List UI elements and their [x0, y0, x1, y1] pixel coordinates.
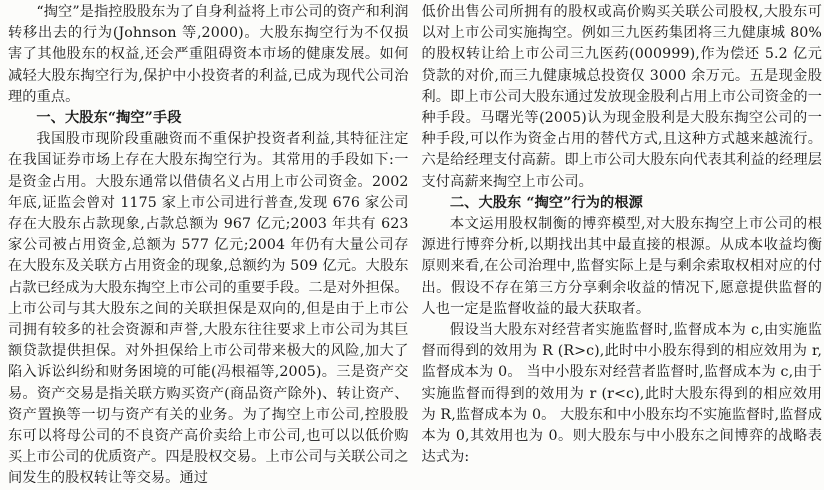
paragraph: 我国股市现阶段重融资而不重保护投资者利益,其特征注定在我国证券市场上存在大股东掏空行为。其常用的手段如下:一是资金占用。大股东通常以借债名义占用上市公司资金。2002 年底,证监会曾对 1175 家上市公司进行普查,发现 676 家公司存在大股东占款现象,占款总额为 967 亿元;2003 年共有 623 家公司被占用资金,总额为 577 亿元;2004 年仍有大量公司存在大股东及关联方占用资金的现象,总额约为 509 亿元。大股东占款已经成为大股东掏空上市公司的重要手段。二是对外担保。上市公司与其大股东之间的关联担保是双向的,但是由于上市公司拥有较多的社会资源和声誉,大股东往往要求上市公司为其巨额贷款提供担保。对外担保给上市公司带来极大的风险,加大了陷入诉讼纠纷和财务困境的可能(冯根福等,2005)。三是资产交易。资产交易是指关联方购买资产(商品资产除外)、转让资产、资产置换等一切与资产有关的业务。为了掏空上市公司,控股股东可以将母公司的不良资产高价卖给上市公司,也可以以低价购买上市公司的优质资产。四是股权交易。上市公司与关联公司之间发生的股权转让等交易。通过: [8, 131, 409, 487]
text-column-left: [8, 2, 409, 487]
text-column-right: [422, 2, 823, 466]
section-heading: 一、大股东“掏空”手段: [36, 110, 182, 127]
paragraph: 假设当大股东对经营者实施监督时,监督成本为 c,由实施监督而得到的效用为 R (R>c),此时中小股东得到的相应效用为 r,监督成本为 0。 当中小股东对经营者监督时,监督成本为 c,由于实施监督而得到的效用为 r (r<c),此时大股东得到的相应效用为 R,监督成本为 0。 大股东和中小股东均不实施监督时,监督成本为 0,其效用也为 0。则大股东与中小股东之间博弈的战略表达式为:: [421, 322, 822, 466]
paragraph: 低价出售公司所拥有的股权或高价购买关联公司股权,大股东可以对上市公司实施掏空。例如三九医药集团将三九健康城 80%的股权转让给上市公司三九医药(000999),作为偿还 5.2 亿元贷款的对价,而三九健康城总投资仅 3000 余万元。五是现金股利。即上市公司大股东通过发放现金股利占用上市公司资金的一种手段。马曙光等(2005)认为现金股利是大股东掏空公司的一种手段,可以作为资金占用的替代方式,且这种方式越来越流行。六是给经理支付高薪。即上市公司大股东向代表其利益的经理层支付高薪来掏空上市公司。: [421, 4, 822, 190]
section-heading: 二、大股东 “掏空”行为的根源: [449, 194, 643, 211]
paragraph: 本文运用股权制衡的博弈模型,对大股东掏空上市公司的根源进行博弈分析,以期找出其中最直接的根源。从成本收益均衡原则来看,在公司治理中,监督实际上是与剩余索取权相对应的付出。假设不存在第三方分享剩余收益的情况下,愿意提供监督的人也一定是监督收益的最大获取者。: [421, 216, 822, 317]
paragraph: “掏空”是指控股股东为了自身利益将上市公司的资产和利润转移出去的行为(Johnson 等,2000)。大股东掏空行为不仅损害了其他股东的权益,还会严重阻碍资本市场的健康发展。如何减轻大股东掏空行为,保护中小投资者的利益,已成为现代公司治理的重点。: [8, 4, 409, 105]
